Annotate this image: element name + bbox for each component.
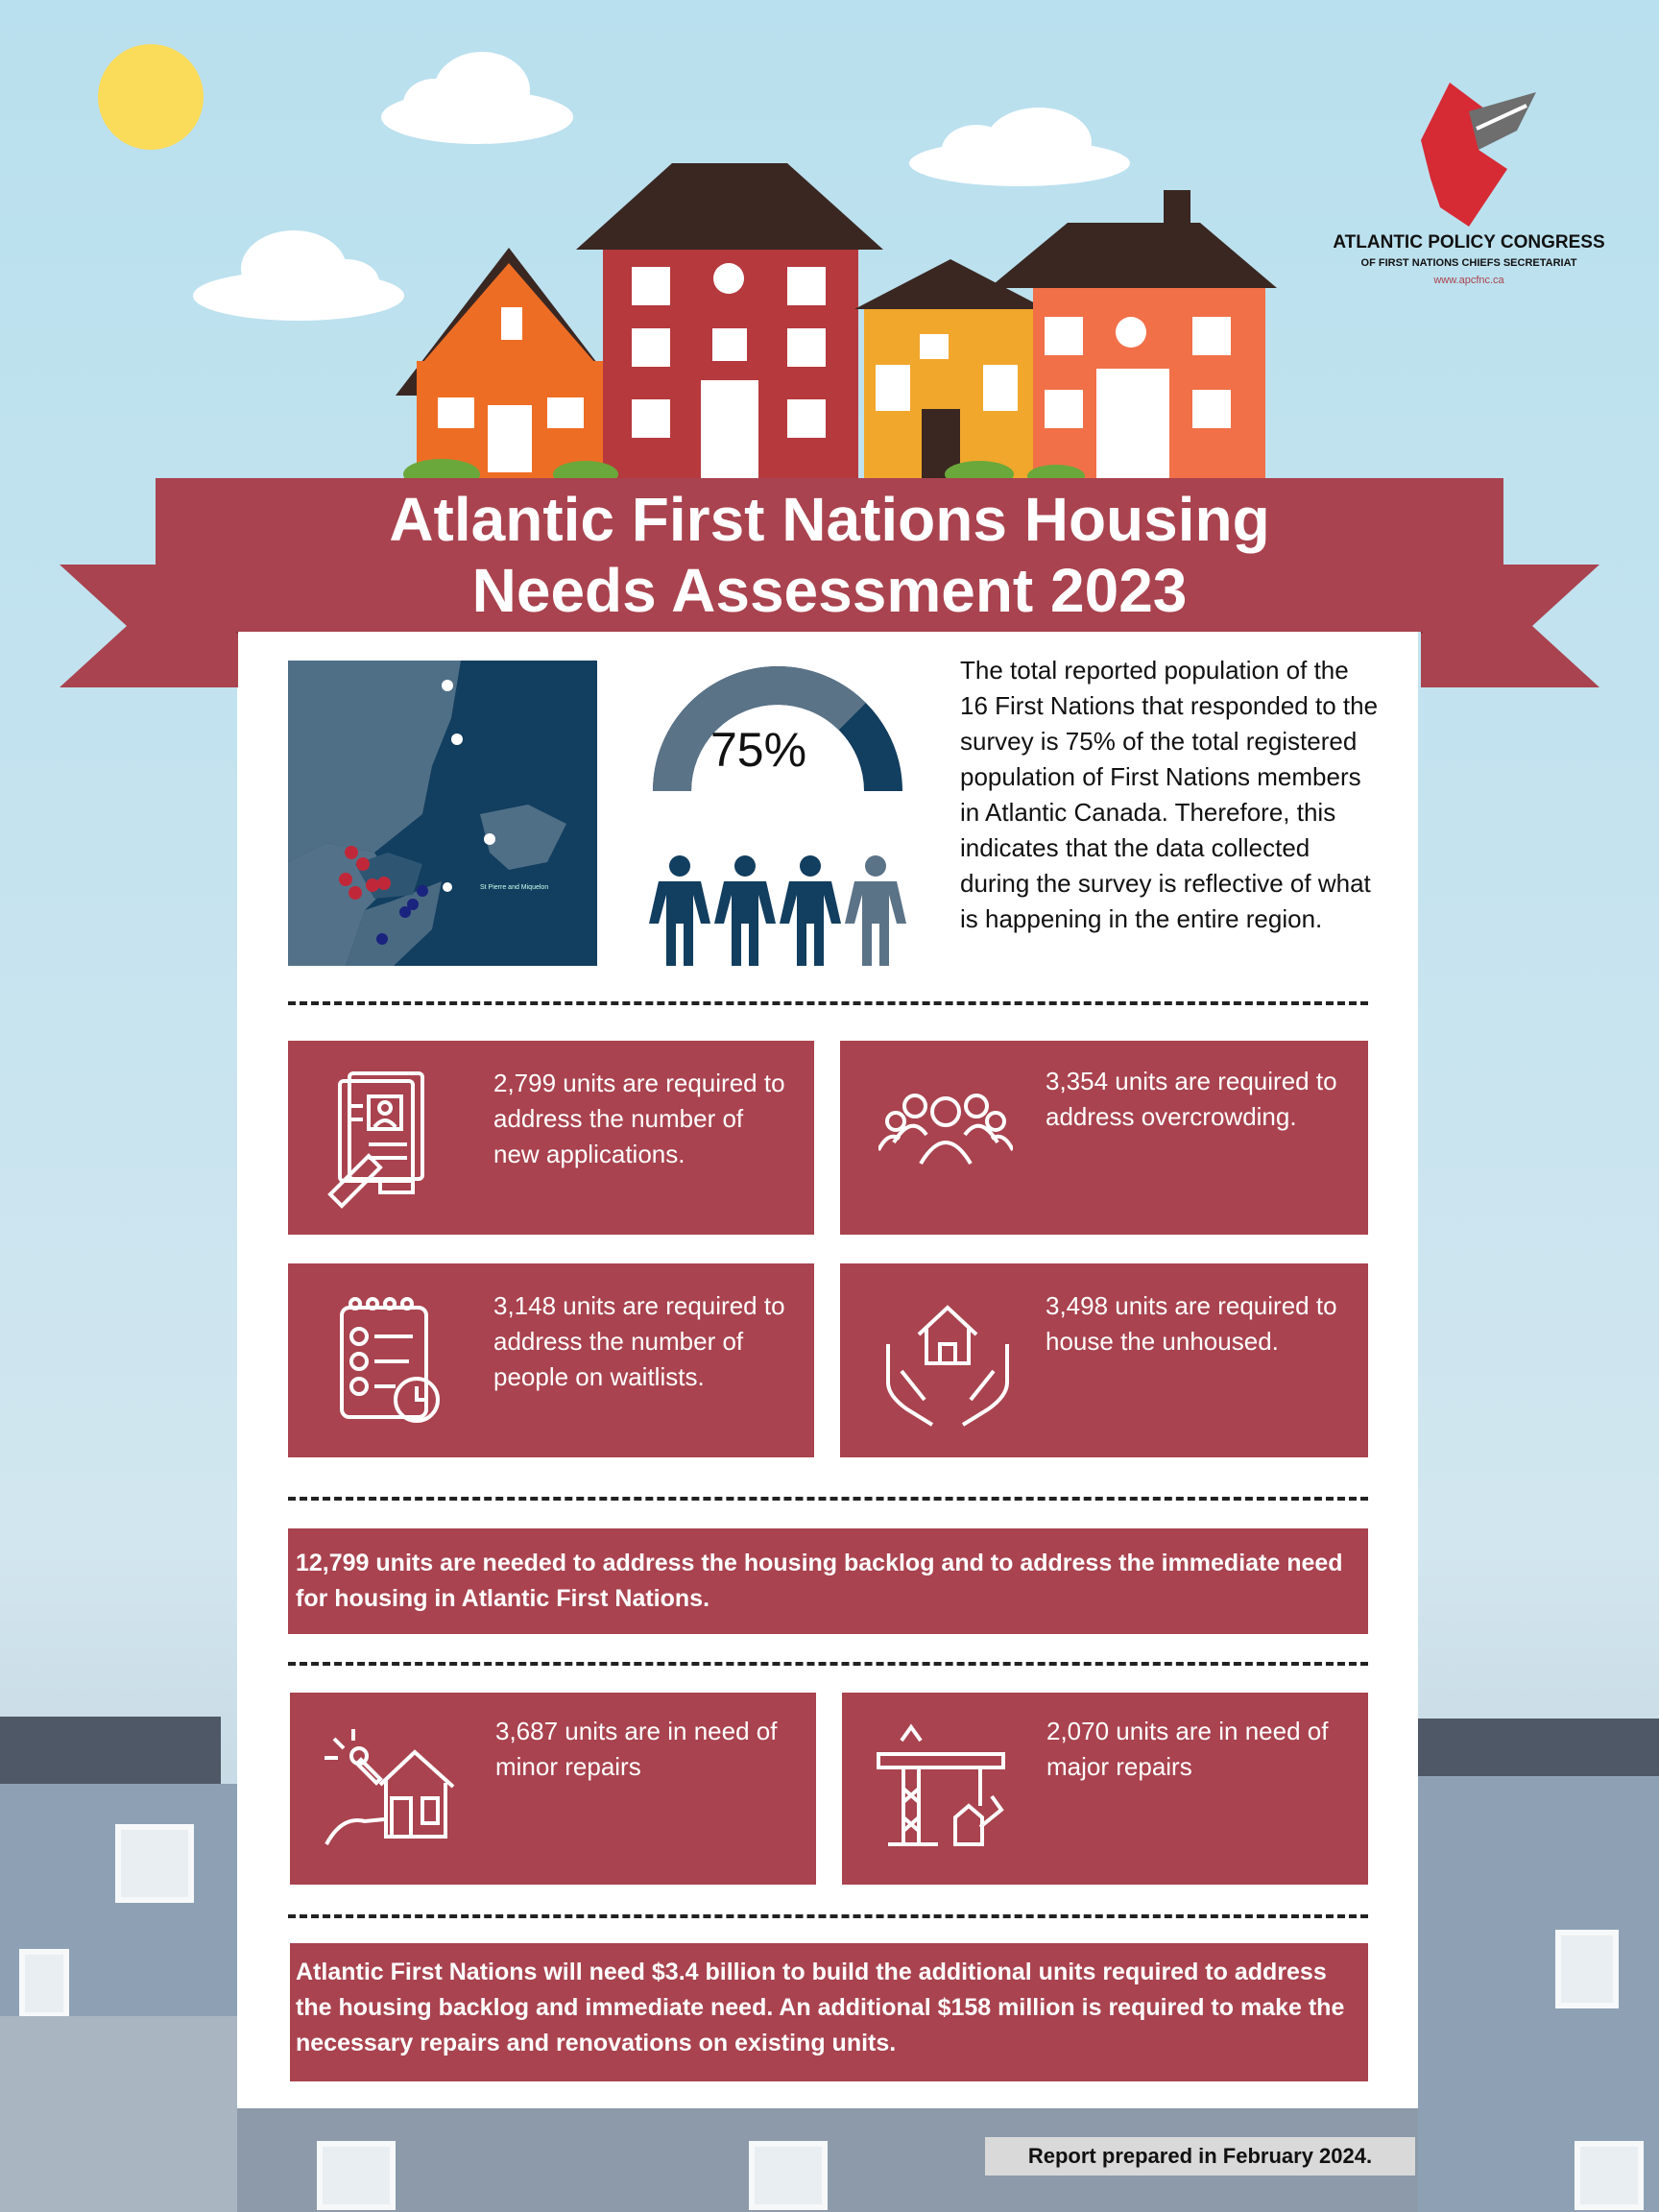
background-window <box>749 2141 828 2210</box>
person-icon <box>845 855 906 966</box>
crane-construction-icon <box>875 1721 1019 1856</box>
divider <box>288 1914 1368 1918</box>
application-form-icon <box>321 1068 436 1212</box>
stat-text: 3,148 units are required to address the number of people on waitlists. <box>493 1291 785 1391</box>
repair-text: 3,687 units are in need of minor repairs <box>495 1717 778 1781</box>
background-roof <box>1418 1719 1659 1776</box>
background-roof <box>0 1717 221 1784</box>
stat-text: 3,498 units are required to house the unhoused. <box>1046 1291 1337 1356</box>
divider <box>288 1662 1368 1666</box>
repair-card-major <box>842 1693 1368 1885</box>
repair-text: 2,070 units are in need of major repairs <box>1046 1717 1329 1781</box>
report-date-label: Report prepared in February 2024. <box>985 2137 1415 2176</box>
divider <box>288 1001 1368 1005</box>
sun-icon <box>98 44 204 150</box>
house-in-hands-icon <box>880 1292 1015 1427</box>
background-window <box>19 1949 69 2018</box>
person-icon <box>780 855 841 966</box>
stat-card-overcrowding <box>840 1041 1368 1235</box>
funding-card <box>290 1943 1368 2081</box>
backlog-card <box>288 1528 1368 1634</box>
person-icon <box>714 855 776 966</box>
background-house <box>0 2016 237 2212</box>
atlantic-map <box>288 661 597 966</box>
background-window <box>317 2141 396 2210</box>
page-title: Atlantic First Nations Housing Needs Assessment 2023 <box>389 485 1270 625</box>
minor-repair-icon <box>323 1721 457 1856</box>
waitlist-clipboard-icon <box>334 1292 449 1436</box>
cloud-icon <box>188 227 409 323</box>
cloud-icon <box>376 50 578 146</box>
stat-card-waitlists <box>288 1263 814 1457</box>
repair-card-minor <box>290 1693 816 1885</box>
houses-illustration <box>384 163 1286 480</box>
funding-text: Atlantic First Nations will need $3.4 billion to build the additional units required to address the housing backlog and immediate need. An additional $158 million is required to make the necessary repairs and renovations on existing units. <box>296 1959 1345 2056</box>
map-label: St Pierre and Miquelon <box>480 884 549 891</box>
logo-url: www.apcfnc.ca <box>1433 275 1504 286</box>
apc-logo-icon <box>1411 73 1546 236</box>
logo-org-name: ATLANTIC POLICY CONGRESS <box>1333 232 1605 252</box>
population-description: The total reported population of the 16 First Nations that responded to the survey is 75% of the total registered population of First Nations members in Atlantic Canada. Therefore, this indicates that the data collected during the survey is reflective of what is happening in the entire region. <box>960 656 1379 933</box>
stat-text: 2,799 units are required to address the number of new applications. <box>493 1069 785 1168</box>
stat-card-new-applications <box>288 1041 814 1235</box>
divider <box>288 1497 1368 1501</box>
gauge-percent-label: 75% <box>710 723 807 777</box>
crowd-icon <box>878 1083 1013 1179</box>
stat-card-unhoused <box>840 1263 1368 1457</box>
person-icon <box>649 855 710 966</box>
stat-text: 3,354 units are required to address overcrowding. <box>1046 1067 1337 1131</box>
background-window <box>1555 1930 1619 2008</box>
backlog-text: 12,799 units are needed to address the housing backlog and to address the immediate need for housing in Atlantic First Nations. <box>296 1550 1343 1612</box>
ribbon-title-wrap <box>156 478 1503 632</box>
logo-org-subtitle: OF FIRST NATIONS CHIEFS SECRETARIAT <box>1360 257 1577 269</box>
background-window <box>115 1824 194 1903</box>
background-window <box>1575 2141 1644 2210</box>
people-icons <box>649 854 908 970</box>
